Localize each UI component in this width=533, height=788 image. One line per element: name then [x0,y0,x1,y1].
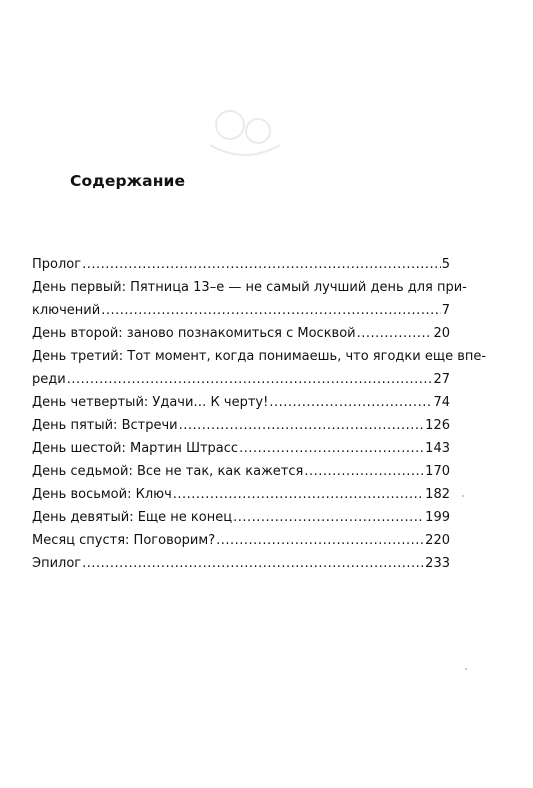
dot-leader [101,299,441,322]
entry-title: День восьмой: Ключ [32,487,172,502]
entry-page-number: 74 [433,395,450,410]
entry-title: Эпилог [32,556,82,571]
entry-title-line1: День первый: Пятница 13–е — не самый лучший день для при- [32,280,467,295]
dot-leader [179,414,425,437]
dot-leader [173,483,424,506]
entry-title: День четвертый: Удачи… К черту! [32,395,269,410]
table-of-contents [32,253,487,575]
dot-leader [233,506,424,529]
entry-title: Месяц спустя: Поговорим? [32,533,216,548]
toc-entry [32,506,450,529]
toc-entry [32,483,450,506]
entry-title: День девятый: Еще не конец [32,510,233,525]
toc-entry [32,276,467,322]
page-title: Содержание [70,172,186,190]
entry-page-number: 143 [425,441,450,456]
entry-title: реди [32,372,66,387]
toc-entry [32,460,450,483]
entry-page-number: 27 [433,372,450,387]
entry-title: День шестой: Мартин Штрасс [32,441,239,456]
dot-leader [357,322,433,345]
entry-title-line1: День третий: Тот момент, когда понимаешь, что ягодки еще впе- [32,349,487,364]
entry-page-number: 7 [441,303,450,318]
entry-page-number: 20 [433,326,450,341]
dot-leader [82,253,441,276]
entry-title: День пятый: Встречи [32,418,178,433]
toc-entry [32,253,450,276]
entry-title: Пролог [32,257,82,272]
dot-leader [67,368,433,391]
entry-page-number: 220 [425,533,450,548]
entry-page-number: 199 [425,510,450,525]
scan-speck [462,495,464,497]
dot-leader [216,529,424,552]
entry-page-number: 182 [425,487,450,502]
entry-page-number: 126 [425,418,450,433]
dot-leader [239,437,424,460]
faint-ornament [200,95,290,165]
toc-entry [32,552,450,575]
toc-entry [32,391,450,414]
toc-entry [32,437,450,460]
entry-page-number: 170 [425,464,450,479]
toc-entry [32,345,487,391]
entry-title: День второй: заново познакомиться с Москвой [32,326,356,341]
entry-page-number: 233 [425,556,450,571]
dot-leader [269,391,432,414]
entry-title: ключений [32,303,101,318]
toc-entry [32,414,450,437]
dot-leader [304,460,424,483]
entry-title: День седьмой: Все не так, как кажется [32,464,304,479]
scan-speck [465,668,467,670]
entry-page-number: 5 [441,257,450,272]
dot-leader [82,552,424,575]
toc-entry [32,322,450,345]
toc-entry [32,529,450,552]
